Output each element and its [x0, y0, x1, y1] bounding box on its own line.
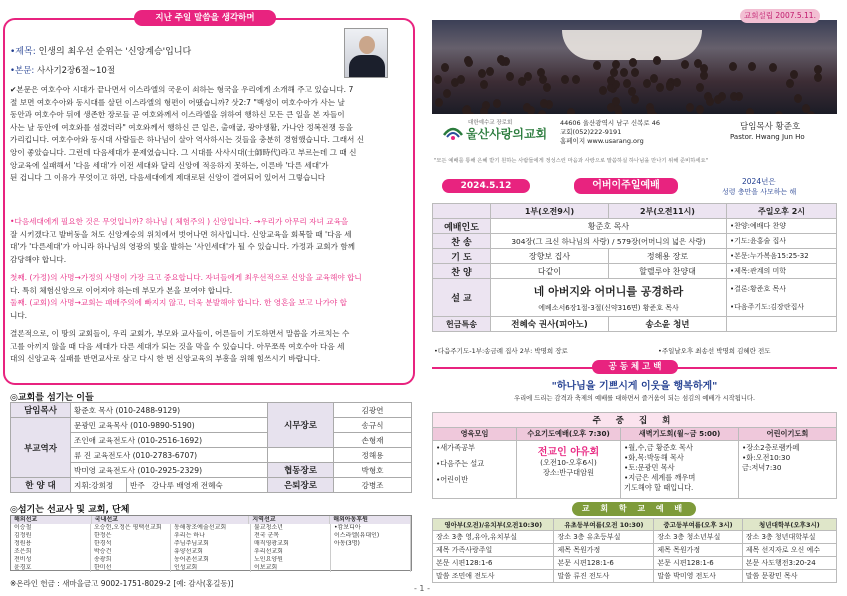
church-address: 44606 울산광역시 남구 신복로 46 — [560, 119, 661, 127]
weekday-item: •새가족공부 — [436, 443, 475, 452]
church-phone: 교회(052)222-9191 — [560, 128, 622, 136]
text-line: 첫째. (가정)의 사명→가정의 사명이 가장 크고 중요합니다. 자녀들에게 최우선적으로 신앙을 교육해야 합니 — [10, 273, 362, 282]
retired-elder-label: 은퇴장로 — [268, 478, 334, 493]
crowd-head — [523, 103, 531, 112]
crowd-head — [539, 75, 547, 84]
text-line: 된 겁니다 그 이유가 무엇이고 하면, 다음세대에게 제대로된 신앙이 결여되어 있어서 그렇습니다 — [10, 173, 326, 183]
text-line: 대의 신앙교육 실패를 반면교사로 삼고 다시 한 번 신앙교육의 부흥을 위해 힘쓰시기 바랍니다. — [10, 354, 321, 364]
text-line: 고를 아끼지 않을 때 다음 세대가 다른 세대가 되는 것을 막을 수 있습니다. 아무쪼록 여호수아 다음 세 — [10, 341, 345, 351]
text-line: 사는 날 동안에 여호와를 섬겼더라" 여호와께서 행하신 큰 일은, 출애굽, 광야생활, 가나안 정복전쟁 등을 — [10, 122, 353, 132]
afternoon-item: •제목:관계의 미학 — [727, 264, 837, 279]
weekday-header: 영육모임 — [433, 428, 517, 441]
missions-cell: •캄보디아 — [331, 524, 411, 532]
page-number: - 1 - — [414, 584, 430, 593]
school-row — [433, 531, 837, 544]
missions-cell: 유양선교회 — [171, 548, 251, 556]
weekday-item: 금:저녁7:30 — [742, 463, 782, 472]
missions-rows — [11, 524, 411, 572]
crowd-head — [631, 95, 639, 104]
school-cell: 제목 가족사랑주일 — [433, 544, 554, 557]
prayer-1: 장향보 집사 — [491, 249, 609, 264]
school-row — [433, 570, 837, 583]
school-body — [433, 531, 837, 583]
crowd-head — [612, 97, 620, 106]
outing-title: 전교인 야유회 — [537, 447, 600, 458]
community-slogan-sub: 우리에 드리는 감격과 축제의 예배를 대하면서 즐거움이 되는 섬김의 예배가 시작됩니다. — [514, 395, 755, 402]
church-denomination: 대한예수교 장로회 — [468, 120, 513, 126]
elder-label: 시무장로 — [268, 403, 334, 448]
elder-name: 정해용 — [334, 448, 412, 463]
weekday-item: •지금은 세계를 깨우며 — [624, 473, 696, 482]
church-name: 울산사랑의교회 — [466, 127, 548, 141]
crowd-head — [666, 82, 674, 91]
weekday-title: 주 중 집 회 — [433, 413, 837, 428]
crowd-head — [786, 79, 794, 88]
assoc-label: 부교역자 — [11, 418, 71, 478]
missions-cell: 정원용 — [11, 540, 91, 548]
leader-label: 예배인도 — [433, 219, 491, 234]
missions-cell: 윤경호 — [11, 564, 91, 572]
crowd-head — [434, 75, 442, 84]
school-header: 청년대학부(오후3시) — [742, 519, 836, 531]
crowd-head — [656, 83, 664, 92]
missions-cell — [331, 548, 411, 556]
staff-table — [10, 402, 412, 493]
crowd-head — [730, 92, 738, 101]
weekday-header: 새벽기도회(월~금 5:00) — [621, 428, 739, 441]
church-homepage: 홈페이지 www.usarang.org — [560, 137, 644, 145]
afternoon-note: •주일날오후 최송선 박명희 김혜란 전도 — [658, 347, 771, 355]
pastor-name: 황준호 목사 (010-2488-9129) — [71, 403, 268, 418]
afternoon-item: •기도:윤홍술 집사 — [727, 234, 837, 249]
right-page — [414, 0, 847, 596]
weekday-col-2 — [517, 441, 621, 499]
online-offering-note: ※온라인 헌금 : 새마을금고 9002-1751-8029-2 [예: 감사(홍길동)] — [10, 579, 234, 588]
sermon-text-label: •본문: — [10, 66, 38, 76]
school-header: 중고등부여름(오후 3시) — [654, 519, 742, 531]
missions-row — [11, 532, 411, 540]
missions-header: 국내선교 — [92, 516, 250, 524]
sermon-paragraph-2 — [10, 216, 408, 266]
text-line: 결론적으로, 이 땅의 교회들이, 우리 교회가, 부모와 교사들이, 어른들이 기도하면서 말씀을 가르치는 수 — [10, 329, 350, 338]
church-logo-icon — [442, 121, 464, 143]
crowd-head — [435, 98, 443, 107]
elder-name: 손형재 — [334, 433, 412, 448]
missions-header: 해외선교 — [11, 516, 92, 524]
text-line: 앙이 좋았습니다. 그런데 다음세대가 문제였습니다. 그 시대를 사사시대(士師時代)라고 부르는데 그 때 신 — [10, 147, 357, 157]
text-line: 대'가 '다른세대'가 아니라 하나님의 영광의 빛을 발하는 '사인세대'가 될 수 있습니다. 가정과 교회가 함께 — [10, 242, 355, 252]
praise-label: 찬 양 — [433, 264, 491, 279]
school-cell: 제목 목원가정 — [654, 544, 742, 557]
accompanist-names: 강나루 배영재 전혜숙 — [151, 480, 223, 490]
crowd-head — [673, 78, 681, 87]
service-1-header: 1부(오전9시) — [491, 204, 609, 219]
crowd-head — [696, 105, 704, 114]
church-motto: "모든 예배를 통해 은혜 받기 원하는 사람들에게 정성스런 마음과 사랑으로 말씀하실 하나님을 만나기 위해 준비하세요" — [434, 158, 709, 164]
missions-cell: 동해창조예술선교회 — [171, 524, 251, 532]
pastor-english-name: Pastor. Hwang Jun Ho — [730, 133, 805, 141]
sermon-cell — [491, 279, 727, 317]
missions-cell: 박승건 — [91, 548, 171, 556]
sermon-paragraph-4 — [10, 328, 408, 366]
text-line: 가리킵니다. 여호수아와 동시대 사람들은 하나님이 살아 역사하시는 것들을 충분히 경험했습니다. 그래서 신 — [10, 135, 365, 145]
missions-cell: 이승철 — [11, 524, 91, 532]
year-note: 2024년은 — [742, 177, 776, 186]
missions-header: 지역선교 — [249, 516, 330, 524]
missions-cell: 매직영광교회 — [251, 540, 331, 548]
missions-cell: 송광희 — [91, 556, 171, 564]
outing-place: 장소:반구대암원 — [542, 468, 595, 477]
coop-elder-label: 협동장로 — [268, 463, 334, 478]
weekday-item: •화,목:박동해 목사 — [624, 453, 684, 462]
missions-cell: 아동(3명) — [331, 540, 411, 548]
elder-name: 송규식 — [334, 418, 412, 433]
school-cell: 장소 3층 유초등부실 — [554, 531, 654, 544]
crowd-head — [653, 56, 661, 65]
missions-cell: 우리는 하나 — [171, 532, 251, 540]
text-line: •다음세대에게 필요한 것은 무엇입니까? 하나님 ( 체험주의 ) 신앙입니다. →우리가 아무리 자녀 교육을 — [10, 217, 349, 226]
crowd-head — [696, 83, 704, 92]
crowd-head — [790, 70, 798, 79]
pastor-photo — [344, 28, 388, 78]
missions-cell: 이보교회 — [251, 564, 331, 572]
crowd-head — [443, 89, 451, 98]
community-slogan: "하나님을 기쁘시게 이웃을 행복하게" — [551, 381, 718, 392]
afternoon-item: •찬양:예배다 찬양 — [727, 219, 837, 234]
crowd-head — [478, 69, 486, 78]
weekday-item: •다음주는 설교 — [436, 459, 485, 468]
praise-2: 할렐루야 찬양대 — [609, 264, 727, 279]
founding-date-badge: 교회설립 2007.5.11. — [740, 9, 820, 23]
weekday-meetings-table — [432, 412, 837, 499]
weekday-item: •장소2층로램카페 — [742, 443, 800, 452]
sermon-label: 설 교 — [433, 279, 491, 317]
school-cell: 말씀 류진 전도사 — [554, 570, 654, 583]
crowd-head — [623, 79, 631, 88]
crowd-head — [462, 106, 470, 114]
text-line: 둘째. (교회)의 사명→교회는 패배주의에 빠지지 않고, 더욱 분발해야 합니다. 한 영혼을 보고 나가야 합 — [10, 298, 347, 308]
missions-section-title: ◎섬기는 선교사 및 교회, 단체 — [10, 505, 130, 515]
school-cell: 장소 3층 청소년부실 — [654, 531, 742, 544]
service-2-header: 2부(오전11시) — [609, 204, 727, 219]
elder-name: 김광연 — [334, 403, 412, 418]
crowd-head — [493, 99, 501, 108]
school-cell: 본문 시편128:1-6 — [554, 557, 654, 570]
text-line: 니다. — [10, 310, 28, 320]
afternoon-header: 주일오후 2시 — [727, 204, 837, 219]
weekday-col-4 — [739, 441, 837, 499]
school-row — [433, 544, 837, 557]
assoc-name: 박미영 교육전도사 (010-2925-2329) — [71, 463, 268, 478]
crowd-head — [718, 92, 726, 101]
afternoon-item-text: •결론:황준호 목사 — [730, 284, 787, 293]
choir-members — [127, 478, 268, 493]
missions-cell: 한미선 — [91, 564, 171, 572]
missions-cell: 한경석 — [91, 540, 171, 548]
crowd-head — [686, 103, 694, 112]
missions-header: 해외아동후원 — [330, 516, 411, 524]
weekday-item: •화:오전10:30 — [742, 453, 791, 462]
crowd-head — [540, 99, 548, 108]
next-prayer-note: •다음주기도-1부:송금례 집사 2부: 박명희 장로 — [434, 347, 568, 355]
worship-order-table — [432, 203, 837, 332]
crowd-head — [612, 60, 620, 69]
sermon-paragraph-3 — [10, 272, 408, 322]
prayer-label: 기 도 — [433, 249, 491, 264]
text-line: 동안과 여호수아 뒤에 생존한 장로들 곧 여호와께서 이스라엘을 위하여 행하신 모든 큰 일을 본 자들이 — [10, 110, 345, 120]
school-row — [433, 557, 837, 570]
text-line: 앙교육에 실패해서 '다음 세대'가 이전 세대와 달리 신앙에 적응하지 못하는, 이른바 '다른 세대'가 — [10, 160, 329, 170]
text-line: ✔본문은 여호수아 시대가 끝나면서 이스라엘의 국운이 쇠하는 형국을 우리에게 소개해 주고 있습니다. 7 — [10, 85, 354, 94]
school-cell: 본문 시편128:1-6 — [433, 557, 554, 570]
crowd-head — [681, 60, 689, 69]
missions-row — [11, 524, 411, 532]
sermon-paragraph-1 — [10, 84, 408, 185]
choir-conductor: 지휘:강희정 — [71, 478, 127, 493]
weekday-header: 어린이기도회 — [739, 428, 837, 441]
missions-cell: 농어촌선교회 — [171, 556, 251, 564]
crowd-head — [486, 67, 494, 76]
text-line: 감당해야 합니다. — [10, 254, 67, 264]
crowd-head — [457, 75, 465, 84]
crowd-head — [802, 104, 810, 113]
crowd-head — [729, 62, 737, 71]
weekday-item: 기도해야 할 때입니다. — [624, 483, 694, 492]
missions-cell: 인성교회 — [171, 564, 251, 572]
sermon-header-pill: 지난 주일 말씀을 생각하며 — [134, 10, 276, 26]
crowd-head — [593, 61, 601, 70]
crowd-head — [561, 75, 569, 84]
crowd-head — [543, 83, 551, 92]
crowd-head — [572, 75, 580, 84]
crowd-head — [814, 73, 822, 82]
crowd-head — [480, 80, 488, 89]
afternoon-item: •본문:누가복음15:25-32 — [727, 249, 837, 264]
community-confession-title: 공 동 체 고 백 — [592, 360, 678, 374]
crowd-head — [465, 58, 473, 67]
crowd-head — [620, 68, 628, 77]
weekday-col-3 — [621, 441, 739, 499]
praise-1: 다같이 — [491, 264, 609, 279]
year-theme: 성령 충만을 사모하는 해 — [722, 188, 797, 196]
missions-header-row — [11, 516, 411, 524]
crowd-head — [441, 63, 449, 72]
crowd-head — [629, 58, 637, 67]
church-info-strip — [432, 114, 837, 148]
sermon-text: 사사기2장6절~10절 — [37, 66, 116, 76]
missions-row — [11, 556, 411, 564]
missions-cell: 불교청소년 — [251, 524, 331, 532]
leader-value: 황준호 목사 — [491, 219, 727, 234]
missions-row — [11, 548, 411, 556]
offering-label: 헌금특송 — [433, 317, 491, 332]
sermon-title-label: •제목: — [10, 47, 39, 57]
hymn-label: 찬 송 — [433, 234, 491, 249]
school-cell: 말씀 조민애 전도사 — [433, 570, 554, 583]
school-cell: 장소 3층 청년대학부실 — [742, 531, 836, 544]
crowd-head — [706, 97, 714, 106]
crowd-head — [480, 107, 488, 114]
sermon-scripture: 에베소서6장1절-3절(신약316면) 황준호 목사 — [538, 303, 679, 312]
school-cell: 본문 사도행전3:20-24 — [742, 557, 836, 570]
text-line: 다. 특히 체험신앙으로 이어져야 하는데 부모가 본을 보여야 합니다. — [10, 285, 233, 295]
missions-cell — [331, 556, 411, 564]
crowd-head — [769, 63, 777, 72]
school-cell: 제목 목원가정 — [554, 544, 654, 557]
offering-2: 송소윤 청년 — [609, 317, 727, 332]
afternoon-item — [727, 279, 837, 317]
missions-cell: 오승헌,오정은 평택선교회 — [91, 524, 171, 532]
crowd-head — [650, 74, 658, 83]
weekday-col-1 — [433, 441, 517, 499]
missions-cell: 전국 군목 — [251, 532, 331, 540]
afternoon-item-text: •다음주기도:김장란집사 — [730, 302, 805, 311]
school-title: 교 회 학 교 예 배 — [572, 502, 696, 516]
crowd-head — [497, 55, 505, 64]
school-header: 영아부(오전)/유치부(오전10:30) — [433, 519, 554, 531]
retired-elder-name: 강병조 — [334, 478, 412, 493]
text-line: 절 보면 여호수아와 동시대를 살던 이스라엘의 형편이 어땠습니까? 삿2:7 "백성이 여호수아가 사는 날 — [10, 97, 345, 107]
missions-cell — [331, 564, 411, 572]
school-cell: 본문 시편128:1-6 — [654, 557, 742, 570]
school-cell: 말씀 문광민 목사 — [742, 570, 836, 583]
weekday-item: •월,수,금 황준호 목사 — [624, 443, 693, 452]
pastor-label: 담임목사 — [11, 403, 71, 418]
text-line: 잘 시키겠다고 발버둥을 쳐도 신앙계승의 위치에서 벗어나면 허사입니다. 신앙교육을 회복할 때 '다음 세 — [10, 229, 352, 239]
sermon-title: 인생의 최우선 순위는 '신앙계승'입니다 — [38, 47, 192, 57]
missions-table — [10, 515, 412, 571]
missions-row — [11, 564, 411, 572]
weekday-header: 수요기도예배(오후 7:30) — [517, 428, 621, 441]
missions-cell: 조은희 — [11, 548, 91, 556]
assoc-name: 문광민 교육목사 (010-9890-5190) — [71, 418, 268, 433]
outing-time: (오전10-오후6시) — [540, 458, 597, 467]
crowd-head — [794, 94, 802, 103]
staff-section-title: ◎교회를 섬기는 이들 — [10, 393, 94, 403]
sermon-heading: 네 아버지와 어머니를 공경하라 — [533, 284, 684, 298]
crowd-head — [643, 79, 651, 88]
congregation-photo — [432, 20, 837, 114]
crowd-head — [524, 72, 532, 81]
missions-cell: 우리선교회 — [251, 548, 331, 556]
weekday-item: •토:문광민 목사 — [624, 463, 675, 472]
missions-row — [11, 540, 411, 548]
missions-cell: 김정원 — [11, 532, 91, 540]
crowd-head — [748, 62, 756, 71]
coop-elder-name: 박형호 — [334, 463, 412, 478]
hymn-value: 304장(그 크신 하나님의 사랑) / 579장(어머니의 넓은 사랑) — [491, 234, 727, 249]
missions-cell: 전비성 — [11, 556, 91, 564]
crowd-head — [607, 76, 615, 85]
missions-cell: 주님주님교회 — [171, 540, 251, 548]
school-cell: 장소 3층 영,유아,유치부실 — [433, 531, 554, 544]
crowd-head — [631, 68, 639, 77]
church-school-table — [432, 518, 837, 583]
assoc-name: 류 진 교육전도사 (010-2783-6707) — [71, 448, 268, 463]
crowd-head — [599, 86, 607, 95]
assoc-name: 조인애 교육전도사 (010-2516-1692) — [71, 433, 268, 448]
prayer-2: 정해용 장로 — [609, 249, 727, 264]
offering-1: 전혜숙 권사(피아노) — [491, 317, 609, 332]
missions-cell: 노인요양원 — [251, 556, 331, 564]
school-cell: 제목 선지자로 오신 예수 — [742, 544, 836, 557]
school-header: 유초등부여름(오전 10:30) — [554, 519, 654, 531]
accompanist-label: 반주 — [130, 480, 145, 490]
school-cell: 말씀 박미영 전도사 — [654, 570, 742, 583]
missions-cell: 한정은 — [91, 532, 171, 540]
crowd-head — [506, 72, 514, 81]
service-title: 어버이주일예배 — [574, 178, 678, 194]
pastor-title: 담임목사 황준호 — [740, 122, 801, 132]
missions-cell: 이스라엘(유대인) — [331, 532, 411, 540]
left-page — [0, 0, 422, 596]
weekday-item: •어린이반 — [436, 475, 469, 484]
service-date-pill: 2024.5.12 — [442, 179, 530, 193]
choir-label: 한 양 대 — [11, 478, 71, 493]
crowd-head — [700, 71, 708, 80]
school-header-row — [433, 519, 837, 531]
sermon-text-line — [10, 64, 115, 76]
sermon-title-line — [10, 44, 191, 57]
